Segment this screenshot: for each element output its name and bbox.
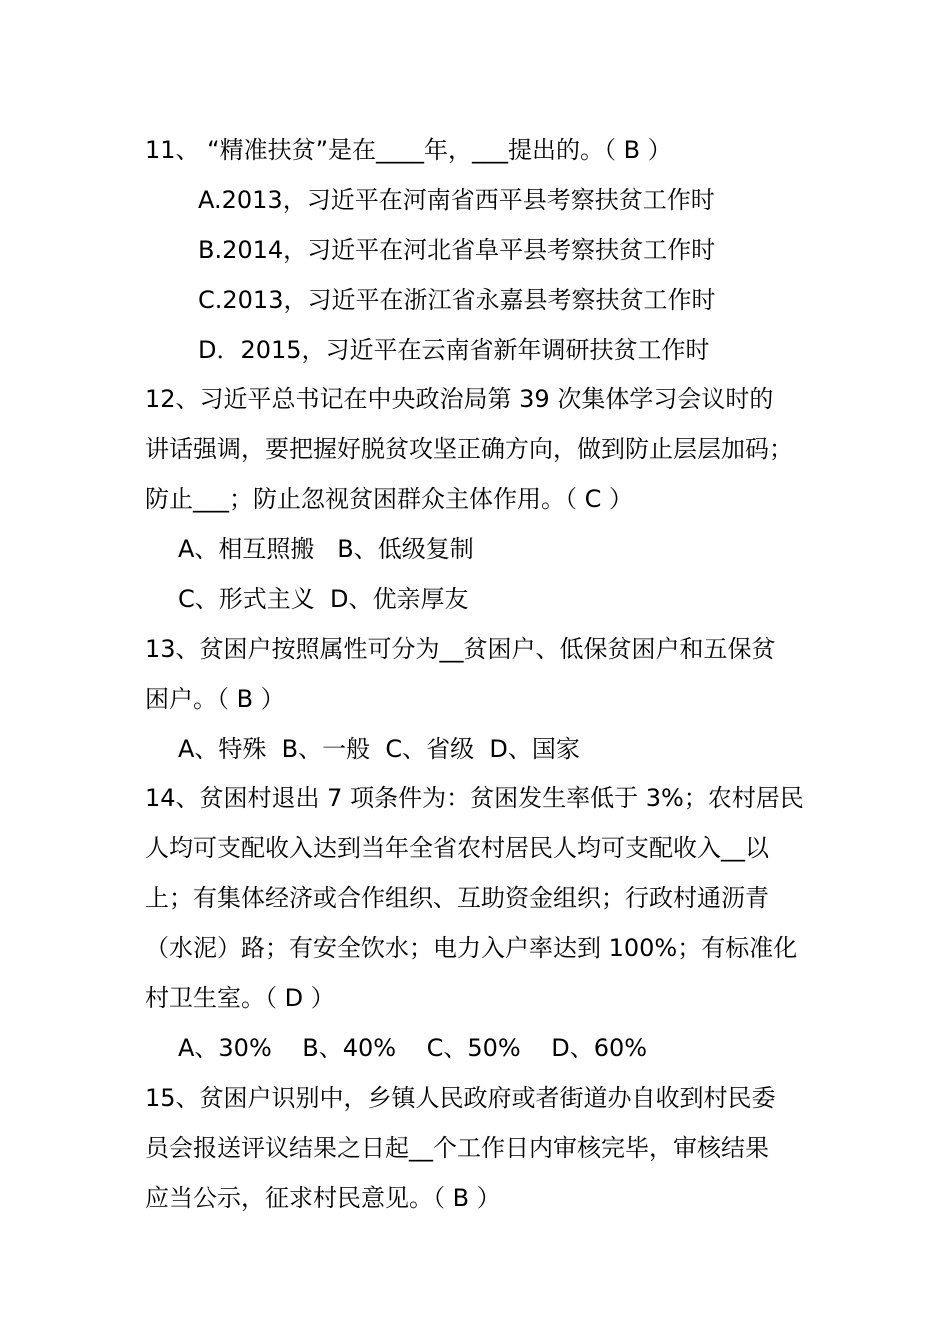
question-15-stem-line: 员会报送评议结果之日起__个工作日内审核完毕，审核结果 — [145, 1134, 769, 1162]
question-14-stem-line: 14、贫困村退出 7 项条件为：贫困发生率低于 3%；农村居民 — [145, 784, 804, 812]
question-11-option-a: A.2013，习近平在河南省西平县考察扶贫工作时 — [198, 186, 715, 214]
question-14-stem-line: 上；有集体经济或合作组织、互助资金组织；行政村通沥青 — [145, 884, 769, 912]
question-13-stem-line: 困户。（ B ） — [145, 685, 285, 713]
question-12-options-line: C、形式主义 D、优亲厚友 — [178, 585, 469, 613]
question-12-stem-line: 12、习近平总书记在中央政治局第 39 次集体学习会议时的 — [145, 385, 774, 413]
question-11-option-d: D．2015，习近平在云南省新年调研扶贫工作时 — [198, 336, 710, 364]
question-12-options-line: A、相互照搬 B、低级复制 — [178, 535, 474, 563]
question-14-options-line: A、30% B、40% C、50% D、60% — [178, 1034, 648, 1062]
question-14-stem-line: 村卫生室。（ D ） — [145, 984, 335, 1012]
question-11-option-c: C.2013，习近平在浙江省永嘉县考察扶贫工作时 — [198, 286, 716, 314]
question-12-stem-line: 讲话强调，要把握好脱贫攻坚正确方向，做到防止层层加码； — [145, 435, 793, 463]
question-13-options-line: A、特殊 B、一般 C、省级 D、国家 — [178, 735, 580, 763]
question-15-stem-line: 应当公示，征求村民意见。（ B ） — [145, 1184, 501, 1212]
question-11-stem: 11、 “精准扶贫”是在____年，___提出的。（ B ） — [145, 136, 672, 164]
question-11-option-b: B.2014，习近平在河北省阜平县考察扶贫工作时 — [198, 236, 716, 264]
question-14-stem-line: 人均可支配收入达到当年全省农村居民人均可支配收入__以 — [145, 834, 769, 862]
question-13-stem-line: 13、贫困户按照属性可分为__贫困户、低保贫困户和五保贫 — [145, 635, 776, 663]
question-15-stem-line: 15、贫困户识别中，乡镇人民政府或者街道办自收到村民委 — [145, 1084, 776, 1112]
question-12-stem-line: 防止___；防止忽视贫困群众主体作用。（ C ） — [145, 485, 634, 513]
question-14-stem-line: （水泥）路；有安全饮水；电力入户率达到 100%；有标准化 — [145, 934, 798, 962]
